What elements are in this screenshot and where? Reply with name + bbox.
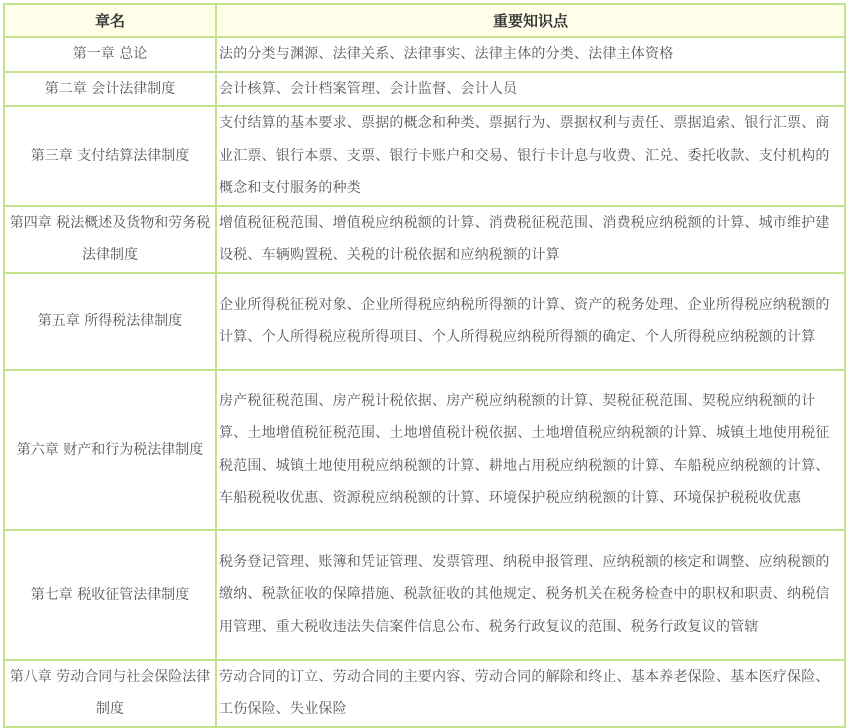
knowledge-cell: 税务登记管理、账簿和凭证管理、发票管理、纳税申报管理、应纳税额的核定和调整、应纳税额的缴纳、税款征收的保障措施、税款征收的其他规定、税务机关在税务检查中的职权和职责、纳税信用管理、重大税收违法失信案件信息公布、税务行政复议的范围、税务行政复议的管辖 bbox=[216, 530, 845, 660]
table-row bbox=[4, 37, 845, 72]
table-row bbox=[4, 660, 845, 727]
knowledge-cell: 法的分类与渊源、法律关系、法律事实、法律主体的分类、法律主体资格 bbox=[216, 37, 845, 72]
header-chapter-name: 章名 bbox=[4, 4, 216, 37]
table-row bbox=[4, 206, 845, 273]
knowledge-cell: 支付结算的基本要求、票据的概念和种类、票据行为、票据权利与责任、票据追索、银行汇票、商业汇票、银行本票、支票、银行卡账户和交易、银行卡计息与收费、汇兑、委托收款、支付机构的概念和支付服务的种类 bbox=[216, 106, 845, 206]
knowledge-cell: 劳动合同的订立、劳动合同的主要内容、劳动合同的解除和终止、基本养老保险、基本医疗保险、工伤保险、失业保险 bbox=[216, 660, 845, 727]
table-row bbox=[4, 530, 845, 660]
table-row bbox=[4, 72, 845, 107]
chapter-name-cell: 第五章 所得税法律制度 bbox=[4, 273, 216, 370]
chapter-name-cell: 第四章 税法概述及货物和劳务税法律制度 bbox=[4, 206, 216, 273]
chapter-name-cell: 第一章 总论 bbox=[4, 37, 216, 72]
knowledge-cell: 增值税征税范围、增值税应纳税额的计算、消费税征税范围、消费税应纳税额的计算、城市维护建设税、车辆购置税、关税的计税依据和应纳税额的计算 bbox=[216, 206, 845, 273]
chapter-name-cell: 第二章 会计法律制度 bbox=[4, 72, 216, 107]
knowledge-points-table bbox=[3, 3, 846, 728]
chapter-name-cell: 第八章 劳动合同与社会保险法律制度 bbox=[4, 660, 216, 727]
chapter-name-cell: 第七章 税收征管法律制度 bbox=[4, 530, 216, 660]
header-key-knowledge: 重要知识点 bbox=[216, 4, 845, 37]
table-row bbox=[4, 273, 845, 370]
header-row bbox=[4, 4, 845, 37]
knowledge-cell: 会计核算、会计档案管理、会计监督、会计人员 bbox=[216, 72, 845, 107]
table-row bbox=[4, 370, 845, 530]
table-row bbox=[4, 106, 845, 206]
chapter-name-cell: 第六章 财产和行为税法律制度 bbox=[4, 370, 216, 530]
knowledge-cell: 房产税征税范围、房产税计税依据、房产税应纳税额的计算、契税征税范围、契税应纳税额的计算、土地增值税征税范围、土地增值税计税依据、土地增值税应纳税额的计算、城镇土地使用税征税范围、城镇土地使用税应纳税额的计算、耕地占用税应纳税额的计算、车船税应纳税额的计算、车船税税收优惠、资源税应纳税额的计算、环境保护税应纳税额的计算、环境保护税税收优惠 bbox=[216, 370, 845, 530]
chapter-name-cell: 第三章 支付结算法律制度 bbox=[4, 106, 216, 206]
knowledge-cell: 企业所得税征税对象、企业所得税应纳税所得额的计算、资产的税务处理、企业所得税应纳税额的计算、个人所得税应税所得项目、个人所得税应纳税所得额的确定、个人所得税应纳税额的计算 bbox=[216, 273, 845, 370]
